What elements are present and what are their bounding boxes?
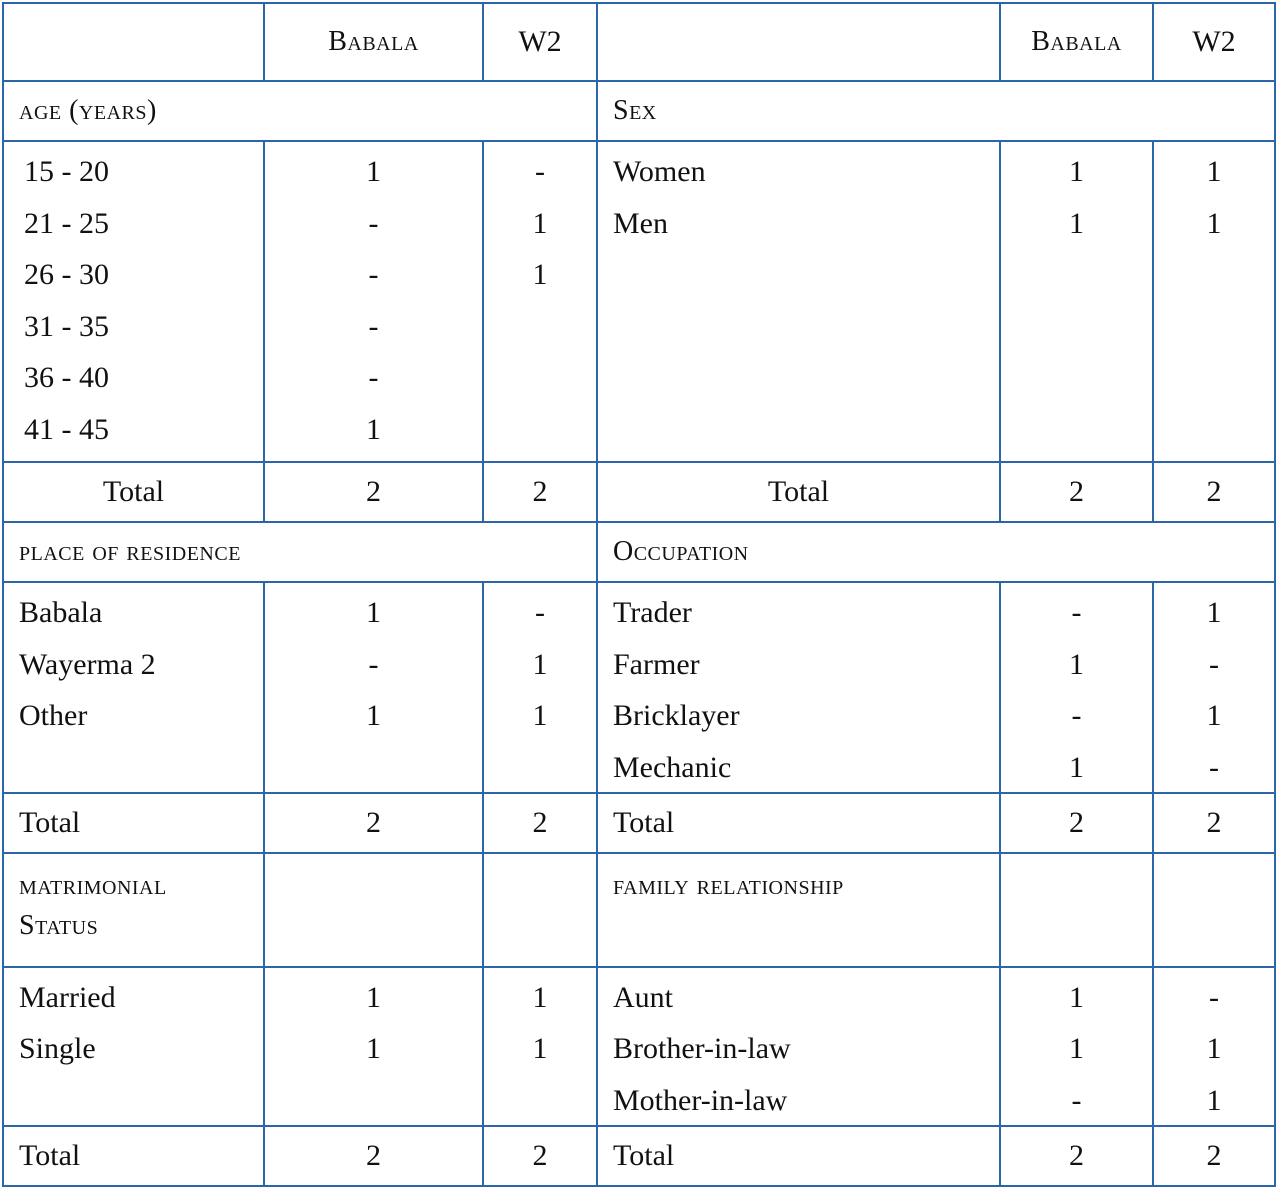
table-cell: 31 - 35	[24, 309, 109, 343]
table-cell: 36 - 40	[24, 361, 109, 394]
table-cell: Farmer	[613, 647, 700, 681]
table-cell: 1	[1069, 750, 1084, 784]
age-heading: age (years)	[3, 81, 597, 141]
family-babala-values	[1000, 967, 1153, 1126]
table-cell: 1	[1069, 647, 1084, 681]
total-label: Total	[3, 462, 264, 522]
section-heading-row	[3, 853, 1275, 967]
total-label: Total	[597, 793, 1000, 853]
total-value: 2	[264, 793, 483, 853]
table-cell: -	[1209, 980, 1219, 1014]
table-cell: Mother-in-law	[613, 1083, 788, 1117]
table-cell: -	[368, 647, 379, 681]
age-sex-body-row	[3, 141, 1275, 462]
table-cell: Wayerma 2	[19, 647, 156, 681]
header-empty-cell-2	[597, 3, 1000, 81]
total-value: 2	[1153, 793, 1275, 853]
sex-heading: Sex	[597, 81, 1275, 141]
table-cell: 1	[1206, 1032, 1222, 1065]
table-cell: 1	[532, 647, 548, 681]
table-cell: 1	[366, 155, 381, 188]
table-header-row	[3, 3, 1275, 81]
family-w2-values	[1153, 967, 1275, 1126]
table-cell: 1	[1206, 206, 1222, 240]
header-empty-cell	[3, 3, 264, 81]
occupation-w2-values	[1153, 582, 1275, 793]
table-cell: Babala	[19, 596, 103, 629]
matrimonial-heading-line2: Status	[19, 909, 99, 941]
empty-cell	[264, 853, 483, 967]
table-cell: -	[368, 309, 379, 343]
total-label: Total	[597, 462, 1000, 522]
table-cell: 41 - 45	[24, 412, 109, 446]
table-cell: -	[535, 596, 545, 629]
table-cell: 1	[366, 1032, 381, 1065]
table-cell: Women	[613, 155, 706, 188]
header-w2: W2	[483, 3, 597, 81]
age-w2-values	[483, 141, 597, 462]
table-cell: 1	[532, 206, 548, 240]
table-cell: -	[1209, 750, 1219, 784]
total-value: 2	[1153, 462, 1275, 522]
header-w2-2: W2	[1153, 3, 1275, 81]
table-cell: Bricklayer	[613, 699, 740, 732]
table-cell: 1	[532, 1032, 548, 1065]
total-value: 2	[1000, 793, 1153, 853]
table-cell: Other	[19, 699, 88, 732]
age-labels	[3, 141, 264, 462]
table-cell: 1	[532, 258, 548, 291]
total-row	[3, 462, 1275, 522]
sex-w2-values	[1153, 141, 1275, 462]
table-cell: 21 - 25	[24, 206, 109, 240]
residence-w2-values	[483, 582, 597, 793]
table-cell: 1	[1069, 206, 1084, 240]
matrimonial-heading	[3, 853, 264, 967]
demographics-table	[2, 2, 1276, 1187]
table-cell: 1	[1069, 980, 1084, 1014]
table-cell: 1	[366, 980, 381, 1014]
family-heading: family relationship	[597, 853, 1000, 967]
table-cell: 1	[532, 699, 548, 732]
total-value: 2	[483, 462, 597, 522]
residence-babala-values	[264, 582, 483, 793]
table-cell: 1	[366, 412, 381, 446]
total-label: Total	[597, 1126, 1000, 1186]
matrimonial-heading-line1: matrimonial	[19, 869, 167, 901]
total-label: Total	[3, 1126, 264, 1186]
matrimonial-babala-values	[264, 967, 483, 1126]
sex-labels	[597, 141, 1000, 462]
total-value: 2	[1000, 462, 1153, 522]
table-cell: -	[1071, 699, 1082, 732]
header-babala-2: Babala	[1000, 3, 1153, 81]
empty-cell	[1000, 853, 1153, 967]
table-cell: 1	[1206, 1083, 1222, 1117]
section-heading-row	[3, 522, 1275, 582]
residence-occupation-body-row	[3, 582, 1275, 793]
table-cell: Men	[613, 206, 668, 240]
table-cell: Brother-in-law	[613, 1032, 791, 1065]
table-cell: 1	[1206, 596, 1222, 629]
table-cell: Aunt	[613, 980, 673, 1014]
occupation-heading: Occupation	[597, 522, 1275, 582]
table-cell: -	[368, 206, 379, 240]
table-cell: 15 - 20	[24, 155, 109, 188]
table-cell: -	[1071, 596, 1082, 629]
table-cell: Trader	[613, 596, 692, 629]
matrimonial-labels	[3, 967, 264, 1126]
header-babala: Babala	[264, 3, 483, 81]
occupation-labels	[597, 582, 1000, 793]
total-label: Total	[3, 793, 264, 853]
table-cell: 1	[532, 980, 548, 1014]
table-cell: -	[535, 155, 545, 188]
residence-labels	[3, 582, 264, 793]
table-cell: 1	[366, 596, 381, 629]
table-cell: -	[1209, 647, 1219, 681]
total-value: 2	[1000, 1126, 1153, 1186]
total-row	[3, 1126, 1275, 1186]
table-cell: -	[368, 258, 379, 291]
total-value: 2	[264, 462, 483, 522]
table-cell: 1	[1206, 699, 1222, 732]
total-row	[3, 793, 1275, 853]
occupation-babala-values	[1000, 582, 1153, 793]
table-cell: Mechanic	[613, 750, 732, 784]
total-value: 2	[264, 1126, 483, 1186]
table-cell: 1	[1069, 1032, 1084, 1065]
sex-babala-values	[1000, 141, 1153, 462]
table-cell: -	[368, 361, 379, 394]
total-value: 2	[483, 793, 597, 853]
matrimonial-family-body-row	[3, 967, 1275, 1126]
table-cell: Single	[19, 1032, 96, 1065]
empty-cell	[483, 853, 597, 967]
table-cell: 26 - 30	[24, 258, 109, 291]
matrimonial-w2-values	[483, 967, 597, 1126]
table-cell: 1	[1206, 155, 1222, 188]
total-value: 2	[483, 1126, 597, 1186]
family-labels	[597, 967, 1000, 1126]
section-heading-row	[3, 81, 1275, 141]
table-cell: 1	[366, 699, 381, 732]
table-cell: Married	[19, 980, 116, 1014]
table-cell: -	[1071, 1083, 1082, 1117]
table-cell: 1	[1069, 155, 1084, 188]
total-value: 2	[1153, 1126, 1275, 1186]
empty-cell	[1153, 853, 1275, 967]
residence-heading: place of residence	[3, 522, 597, 582]
age-babala-values	[264, 141, 483, 462]
